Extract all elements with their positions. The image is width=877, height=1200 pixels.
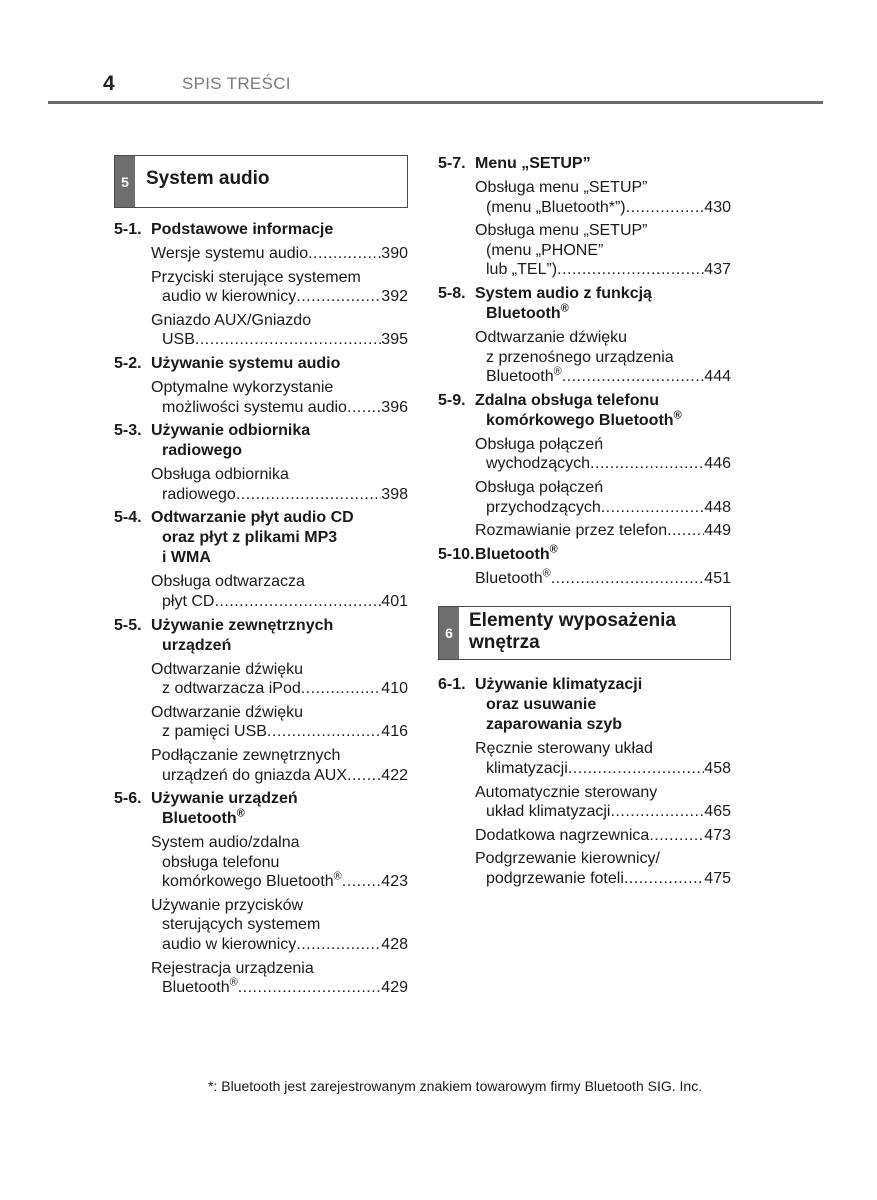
dot-leader: [562, 367, 705, 387]
entry-line: Obsługa połączeń: [475, 435, 604, 453]
entry-text: Dodatkowa nagrzewnica: [475, 826, 650, 844]
entry-last-line: [151, 398, 408, 418]
section-number: 5-4.: [114, 509, 142, 527]
page-ref: 451: [704, 569, 731, 587]
dot-leader: [667, 521, 704, 541]
entry-text: USB: [162, 331, 195, 349]
toc-entry[interactable]: [438, 221, 731, 280]
section-heading: [114, 508, 408, 568]
page-ref: 398: [381, 485, 408, 503]
page-ref: 428: [381, 936, 408, 954]
entry-line: Obsługa odbiornika: [151, 466, 289, 484]
section-title-line: i WMA: [162, 549, 211, 567]
entry-line: Automatycznie sterowany: [475, 783, 658, 801]
entry-last-line: [151, 244, 408, 264]
entry-line: Odtwarzanie dźwięku: [151, 660, 304, 678]
entry-text: (menu „Bluetooth*”): [486, 198, 626, 216]
toc-section: [438, 545, 731, 589]
section-title-line: zaparowania szyb: [486, 716, 623, 734]
entry-last-line: [151, 679, 408, 699]
dot-leader: [238, 978, 382, 998]
section-title-line: oraz usuwanie: [486, 696, 597, 714]
entry-text: radiowego: [162, 485, 236, 503]
section-number: 5-1.: [114, 221, 142, 238]
page-ref: 392: [381, 288, 408, 306]
header-rule: [48, 101, 823, 104]
section-heading: [438, 675, 731, 735]
page-ref: 416: [381, 723, 408, 741]
section-heading: [114, 220, 408, 240]
toc-section: [114, 421, 408, 504]
entry-text: przychodzących: [486, 498, 601, 516]
entry-line: Ręcznie sterowany układ: [475, 740, 653, 758]
toc-section: [114, 354, 408, 417]
page-ref: 458: [704, 759, 731, 777]
entry-last-line: [151, 978, 408, 998]
toc-entry[interactable]: [114, 896, 408, 955]
section-heading: [114, 421, 408, 461]
dot-leader: [296, 935, 381, 955]
toc-entry[interactable]: [438, 328, 731, 387]
entry-text: urządzeń do gniazda AUX: [162, 766, 348, 784]
section-title-line: komórkowego Bluetooth®: [486, 409, 682, 429]
entry-text: płyt CD: [162, 592, 215, 610]
toc-section: [114, 616, 408, 786]
section-title: [475, 284, 731, 324]
dot-leader: [590, 454, 704, 474]
dot-leader: [195, 330, 381, 350]
section-title: [151, 616, 408, 656]
toc-entry[interactable]: [438, 521, 731, 541]
right-column: [438, 154, 731, 889]
entry-last-line: [151, 872, 408, 892]
entry-line: z przenośnego urządzenia: [486, 348, 674, 366]
page-ref: 395: [381, 331, 408, 349]
entry-text: Rozmawianie przez telefon: [475, 522, 668, 540]
toc-entry[interactable]: [114, 378, 408, 417]
entry-last-line: [151, 330, 408, 350]
dot-leader: [347, 766, 381, 786]
entry-last-line: [151, 287, 408, 307]
dot-leader: [557, 260, 704, 280]
entry-line: Obsługa menu „SETUP”: [475, 179, 648, 196]
toc-entry[interactable]: [438, 849, 731, 888]
entry-text: wychodzących: [486, 455, 591, 473]
toc-entry[interactable]: [438, 783, 731, 822]
right-sections-a: [438, 154, 731, 588]
section-title-line: Używanie odbiornika: [151, 422, 311, 440]
toc-entry[interactable]: [438, 478, 731, 517]
section-number: 5-7.: [438, 155, 466, 172]
page-ref: 475: [704, 869, 731, 887]
entry-text: audio w kierownicy: [162, 936, 297, 954]
toc-entry[interactable]: [114, 572, 408, 611]
dot-leader: [236, 485, 381, 505]
section-title: [475, 391, 731, 431]
entry-line: Obsługa odtwarzacza: [151, 573, 305, 591]
section-title: [475, 154, 731, 174]
page-ref: 437: [704, 261, 731, 279]
entry-line: Gniazdo AUX/Gniazdo: [151, 311, 312, 329]
section-title-line: urządzeń: [162, 636, 232, 654]
chapter-number: 6: [439, 607, 459, 659]
section-title-line: Używanie klimatyzacji: [475, 676, 643, 694]
chapter-title: Elementy wyposażenia wnętrza: [469, 610, 676, 654]
chapter-5-box: [114, 155, 408, 208]
entry-last-line: [475, 454, 731, 474]
entry-line: Podłączanie zewnętrznych: [151, 746, 341, 764]
entry-text: lub „TEL”): [486, 261, 558, 279]
entry-line: Odtwarzanie dźwięku: [475, 328, 628, 346]
section-heading: [438, 391, 731, 431]
header-title: SPIS TREŚCI: [182, 74, 291, 93]
section-title: [475, 675, 731, 735]
entry-line: System audio/zdalna: [151, 834, 300, 852]
section-title-line: oraz płyt z plikami MP3: [162, 529, 338, 547]
left-column: [114, 155, 408, 999]
toc-entry[interactable]: [114, 268, 408, 307]
section-number: 6-1.: [438, 676, 466, 694]
section-title-line: Zdalna obsługa telefonu: [475, 391, 660, 409]
page-ref: 410: [381, 680, 408, 698]
dot-leader: [551, 569, 705, 589]
section-number: 5-10.: [438, 545, 475, 563]
dot-leader: [342, 872, 382, 892]
section-title-line: Menu „SETUP”: [475, 155, 591, 172]
toc-entry[interactable]: [114, 660, 408, 699]
toc-section: [438, 154, 731, 280]
entry-last-line: [475, 198, 731, 218]
left-sections: [114, 220, 408, 998]
dot-leader: [347, 398, 381, 418]
dot-leader: [610, 802, 704, 822]
section-number: 5-3.: [114, 422, 142, 440]
entry-last-line: [475, 498, 731, 518]
entry-text: podgrzewanie foteli: [486, 869, 624, 887]
toc-section: [114, 220, 408, 350]
section-heading: [114, 354, 408, 374]
dot-leader: [296, 287, 381, 307]
entry-line: Obsługa menu „SETUP”: [475, 222, 648, 240]
page-ref: 423: [381, 873, 408, 891]
entry-last-line: [475, 802, 731, 822]
section-title: [151, 421, 408, 461]
section-number: 5-8.: [438, 284, 466, 302]
page-ref: 401: [381, 592, 408, 610]
page-ref: 430: [704, 198, 731, 216]
section-title: [151, 789, 408, 829]
toc-entry[interactable]: [114, 746, 408, 785]
entry-last-line: [475, 759, 731, 779]
page-number: 4: [103, 72, 115, 95]
entry-text: klimatyzacji: [486, 759, 568, 777]
dot-leader: [568, 759, 705, 779]
dot-leader: [649, 826, 704, 846]
section-number: 5-6.: [114, 790, 142, 808]
entry-last-line: [475, 569, 731, 589]
toc-entry[interactable]: [438, 826, 731, 846]
entry-last-line: [151, 766, 408, 786]
toc-section: [114, 789, 408, 998]
toc-entry[interactable]: [114, 311, 408, 350]
toc-entry[interactable]: [438, 739, 731, 778]
entry-last-line: [475, 826, 731, 846]
section-number: 5-2.: [114, 354, 142, 372]
page-ref: 429: [381, 979, 408, 997]
entry-line: Rejestracja urządzenia: [151, 959, 314, 977]
dot-leader: [214, 592, 381, 612]
entry-text: komórkowego Bluetooth®: [162, 870, 342, 891]
entry-line: obsługa telefonu: [162, 853, 280, 871]
dot-leader: [624, 869, 704, 889]
section-title-line: radiowego: [162, 442, 243, 460]
entry-line: sterujących systemem: [162, 916, 321, 934]
entry-text: z pamięci USB: [162, 723, 267, 741]
page-ref: 422: [381, 766, 408, 784]
section-title: [151, 220, 408, 240]
entry-last-line: [151, 592, 408, 612]
entry-text: Bluetooth®: [486, 365, 562, 386]
dot-leader: [301, 679, 382, 699]
page-ref: 446: [704, 455, 731, 473]
section-title-line: Odtwarzanie płyt audio CD: [151, 509, 354, 527]
section-title-line: Bluetooth®: [162, 807, 245, 828]
toc-entry[interactable]: [114, 959, 408, 998]
section-title-line: Bluetooth®: [486, 302, 569, 322]
section-title-line: Używanie zewnętrznych: [151, 616, 334, 634]
toc-entry[interactable]: [114, 703, 408, 742]
entry-line: Używanie przycisków: [151, 896, 304, 914]
chapter-6-box: [438, 606, 731, 660]
entry-last-line: [475, 260, 731, 280]
page-ref: 444: [704, 368, 731, 386]
page-ref: 465: [704, 803, 731, 821]
section-heading: [114, 616, 408, 656]
entry-line: Obsługa połączeń: [475, 478, 604, 496]
entry-last-line: [151, 935, 408, 955]
entry-line: Optymalne wykorzystanie: [151, 378, 334, 396]
entry-text: Bluetooth®: [475, 567, 551, 587]
toc-section: [438, 675, 731, 888]
entry-last-line: [151, 722, 408, 742]
page-ref: 390: [381, 245, 408, 262]
footnote: *: Bluetooth jest zarejestrowanym znakiem towarowym firmy Bluetooth SIG. Inc.: [208, 1078, 703, 1094]
toc-section: [438, 391, 731, 541]
entry-last-line: [151, 485, 408, 505]
section-heading: [438, 284, 731, 324]
section-title-line: Używanie systemu audio: [151, 354, 341, 372]
entry-line: Podgrzewanie kierownicy/: [475, 850, 660, 868]
page-ref: 448: [704, 498, 731, 516]
section-title: [151, 508, 408, 568]
section-title: [151, 354, 408, 374]
entry-last-line: [475, 367, 731, 387]
section-heading: [438, 545, 731, 565]
toc-entry[interactable]: [114, 833, 408, 892]
dot-leader: [267, 722, 381, 742]
entry-text: audio w kierownicy: [162, 288, 297, 306]
entry-text: Wersje systemu audio: [151, 245, 309, 262]
entry-text: układ klimatyzacji: [486, 803, 611, 821]
section-title-line: Bluetooth®: [475, 543, 558, 563]
section-number: 5-5.: [114, 616, 142, 634]
section-number: 5-9.: [438, 391, 466, 409]
dot-leader: [626, 198, 705, 218]
toc-entry[interactable]: [438, 569, 731, 589]
toc-section: [114, 508, 408, 611]
toc-entry[interactable]: [114, 244, 408, 264]
section-title-line: System audio z funkcją: [475, 284, 652, 302]
entry-text: Bluetooth®: [162, 976, 238, 997]
toc-section: [438, 284, 731, 387]
section-title-line: Podstawowe informacje: [151, 221, 334, 238]
dot-leader: [601, 498, 705, 518]
entry-last-line: [475, 869, 731, 889]
section-title-line: Używanie urządzeń: [151, 790, 298, 808]
chapter-title: System audio: [146, 168, 270, 189]
right-sections-b: [438, 675, 731, 888]
entry-text: możliwości systemu audio: [162, 398, 347, 416]
toc-entry[interactable]: [114, 465, 408, 504]
page-ref: 473: [704, 826, 731, 844]
section-heading: [438, 154, 731, 174]
toc-entry[interactable]: [438, 178, 731, 217]
entry-line: Odtwarzanie dźwięku: [151, 703, 304, 721]
section-heading: [114, 789, 408, 829]
page-ref: 449: [704, 522, 731, 540]
page-ref: 396: [381, 398, 408, 416]
dot-leader: [308, 244, 381, 264]
chapter-number: 5: [115, 156, 135, 207]
toc-entry[interactable]: [438, 435, 731, 474]
section-title: [475, 545, 731, 565]
entry-line: (menu „PHONE”: [486, 241, 604, 259]
entry-text: z odtwarzacza iPod: [162, 680, 301, 698]
entry-line: Przyciski sterujące systemem: [151, 268, 361, 286]
entry-last-line: [475, 521, 731, 541]
